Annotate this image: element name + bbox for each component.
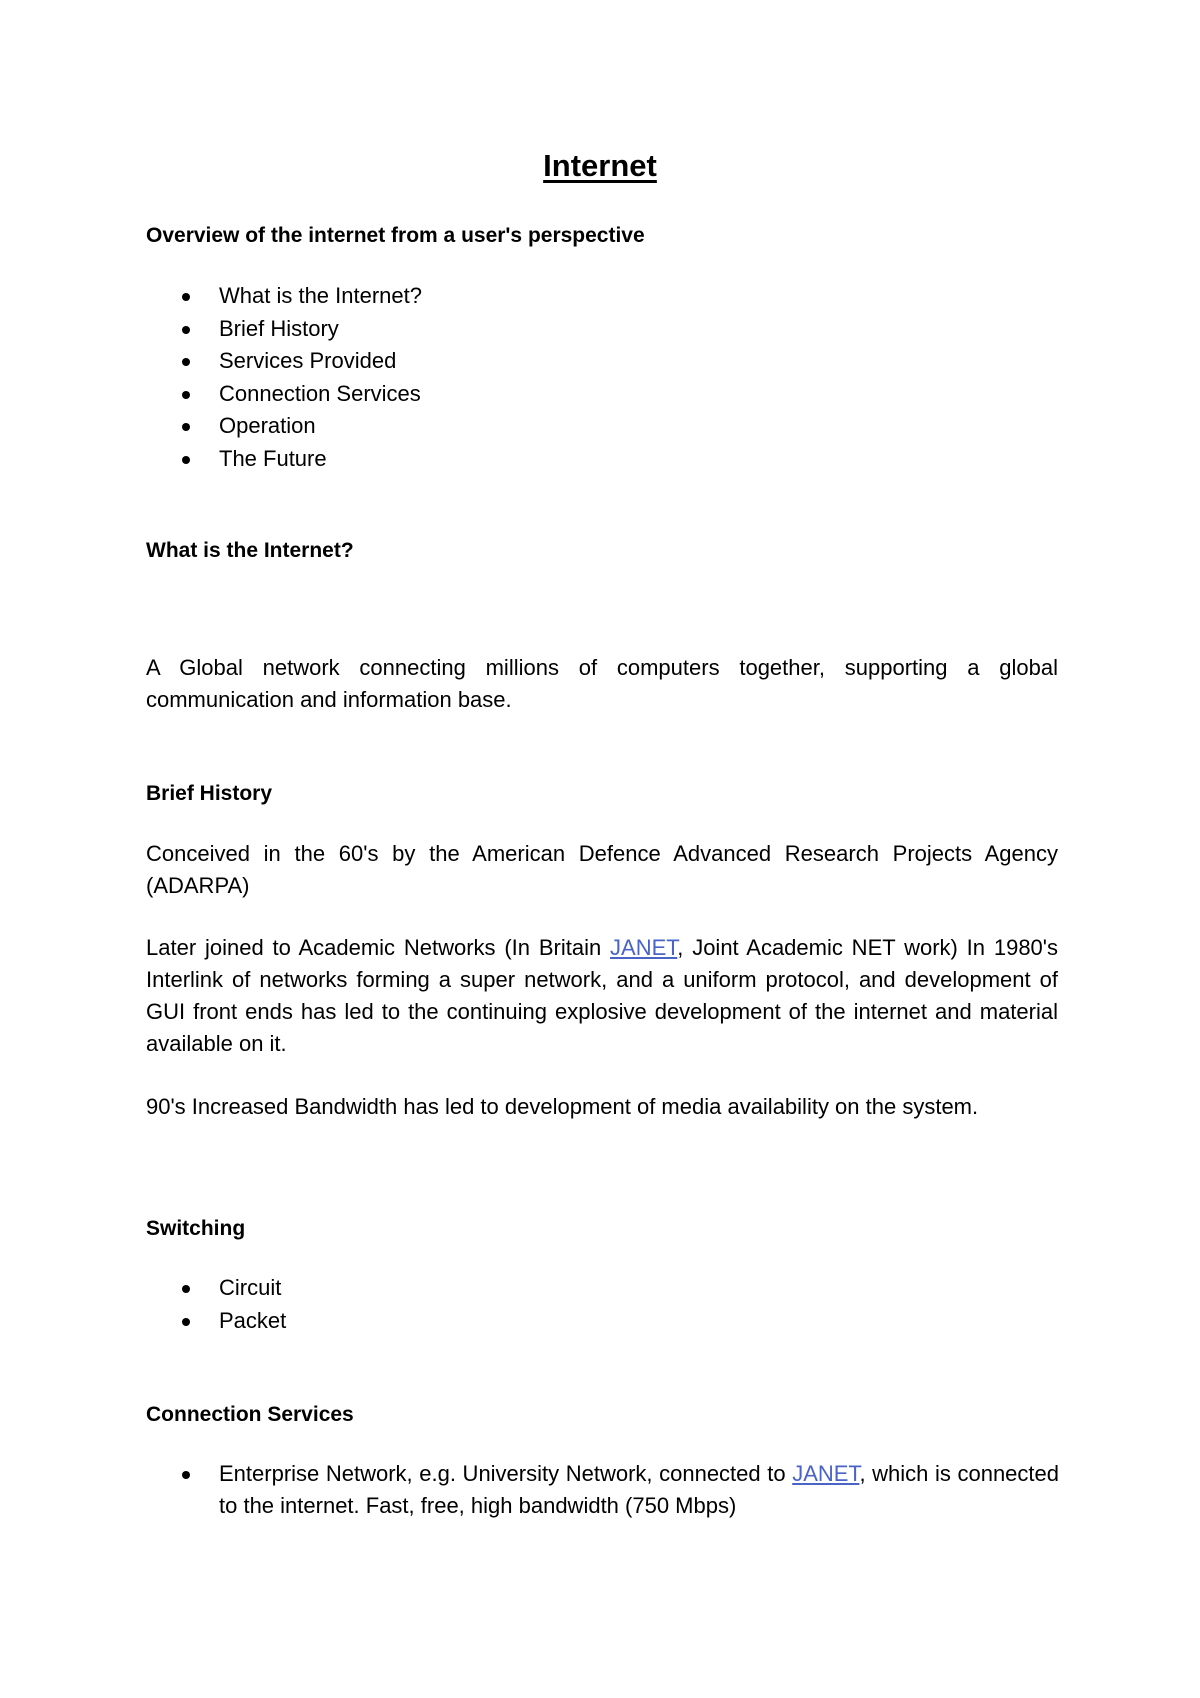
history-paragraph-3: 90's Increased Bandwidth has led to development of media availability on the system. <box>146 1094 979 1119</box>
switching-heading: Switching <box>146 1217 246 1240</box>
history-paragraph-2: Later joined to Academic Networks (In Britain JANET, Joint Academic NET work) In 1980's Interlink of networks forming a super network, and a uniform protocol, and development of GUI front ends has led to the continuing explosive development of the internet and material available on it. <box>146 935 1058 1056</box>
document-title: Internet <box>543 148 657 183</box>
list-item: What is the Internet? <box>146 280 422 313</box>
list-item: Connection Services <box>146 378 422 411</box>
history-paragraph-1: Conceived in the 60's by the American Defence Advanced Research Projects Agency (ADARPA) <box>146 841 1058 898</box>
list-item: Packet <box>146 1305 286 1338</box>
connection-services-heading: Connection Services <box>146 1403 354 1426</box>
janet-link[interactable]: JANET <box>610 935 678 960</box>
bullet-icon <box>182 1471 190 1479</box>
bullet-icon <box>182 293 190 301</box>
list-item: Brief History <box>146 313 422 346</box>
overview-list <box>146 280 422 475</box>
list-item: Enterprise Network, e.g. University Network, connected to JANET, which is connected to the internet. Fast, free, high bandwidth (750 Mbps) <box>146 1458 1059 1522</box>
bullet-icon <box>182 456 190 464</box>
overview-heading: Overview of the internet from a user's perspective <box>146 224 645 247</box>
list-item: Operation <box>146 410 422 443</box>
list-item: The Future <box>146 443 422 476</box>
bullet-icon <box>182 391 190 399</box>
janet-link[interactable]: JANET <box>792 1461 860 1486</box>
list-item: Circuit <box>146 1272 286 1305</box>
list-item: Services Provided <box>146 345 422 378</box>
history-heading: Brief History <box>146 782 273 805</box>
connection-services-list <box>146 1458 1059 1522</box>
bullet-icon <box>182 423 190 431</box>
what-is-body: A Global network connecting millions of computers together, supporting a global communication and information base. <box>146 655 1058 712</box>
bullet-icon <box>182 326 190 334</box>
switching-list <box>146 1272 286 1337</box>
bullet-icon <box>182 358 190 366</box>
what-is-heading: What is the Internet? <box>146 539 354 562</box>
bullet-icon <box>182 1285 190 1293</box>
bullet-icon <box>182 1318 190 1326</box>
